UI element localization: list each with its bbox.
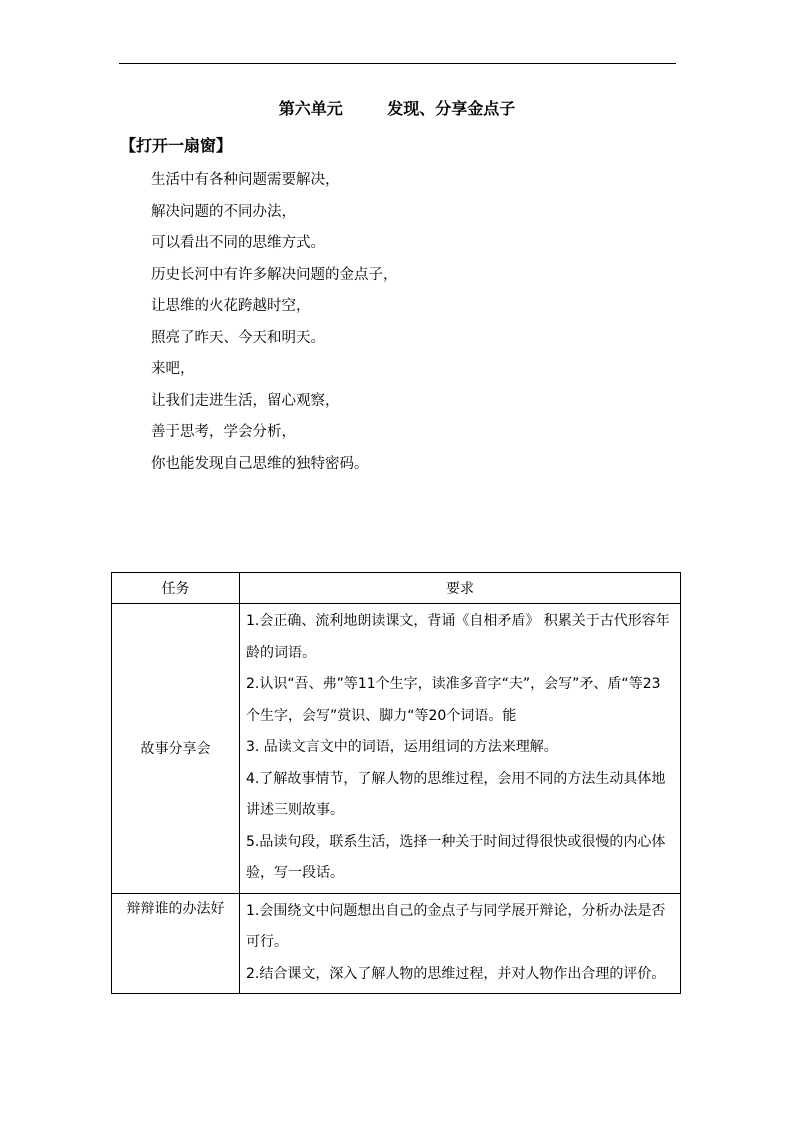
poem-line: 善于思考，学会分析，: [151, 424, 296, 440]
poem-line: 历史长河中有许多解决问题的金点子，: [151, 266, 398, 283]
header-task: 任务: [112, 573, 240, 604]
requirement-item: 5.品读句段，联系生活，选择一种关于时间过得很快或很慢的内心体验，写一段话。: [246, 833, 666, 881]
poem-line: 生活中有各种问题需要解决，: [151, 172, 340, 188]
requirement-item: 1.会围绕文中问题想出自己的金点子与同学展开辩论，分析办法是否可行。: [246, 902, 666, 950]
requirements-cell: [240, 893, 681, 994]
table-header-row: [112, 573, 681, 604]
header-rule: [119, 63, 676, 64]
requirement-item: 2.结合课文，深入了解人物的思维过程，并对人物作出合理的评价。: [246, 965, 666, 982]
requirement-item: 4.了解故事情节，了解人物的思维过程，会用不同的方法生动具体地讲述三则故事。: [246, 770, 666, 818]
poem-line: 照亮了昨天、今天和明天。: [151, 329, 325, 346]
table-row: [112, 893, 681, 994]
requirement-item: 3. 品读文言文中的词语，运用组词的方法来理解。: [246, 739, 558, 755]
poem-line: 你也能发现自己思维的独特密码。: [151, 455, 369, 472]
poem-line: 可以看出不同的思维方式。: [151, 235, 325, 251]
poem-line: 让思维的火花跨越时空，: [151, 298, 311, 314]
poem-line: 解决问题的不同办法，: [151, 203, 296, 220]
section-heading: 【打开一扇窗】: [120, 136, 233, 155]
task-name: 辩辩谁的办法好: [112, 893, 240, 994]
requirements-cell: [240, 604, 681, 894]
poem-line: 来吧，: [151, 361, 195, 377]
requirement-item: 1.会正确、流利地朗读课文，背诵《自相矛盾》 积累关于古代形容年龄的词语。: [246, 613, 670, 661]
task-table: [111, 572, 681, 994]
header-requirements: 要求: [240, 573, 681, 604]
poem-line: 让我们走进生活，留心观察，: [151, 392, 340, 409]
poem: [151, 170, 398, 485]
requirement-item: 2.认识“吾、弗”等11个生字，读准多音字“夫”，会写”矛、盾“等23个生字，会写”赏识、脚力“等20个词语。能: [246, 676, 661, 724]
table-row: [112, 604, 681, 894]
page-title: 第六单元 发现、分享金点子: [278, 99, 516, 118]
task-name: 故事分享会: [112, 604, 240, 894]
